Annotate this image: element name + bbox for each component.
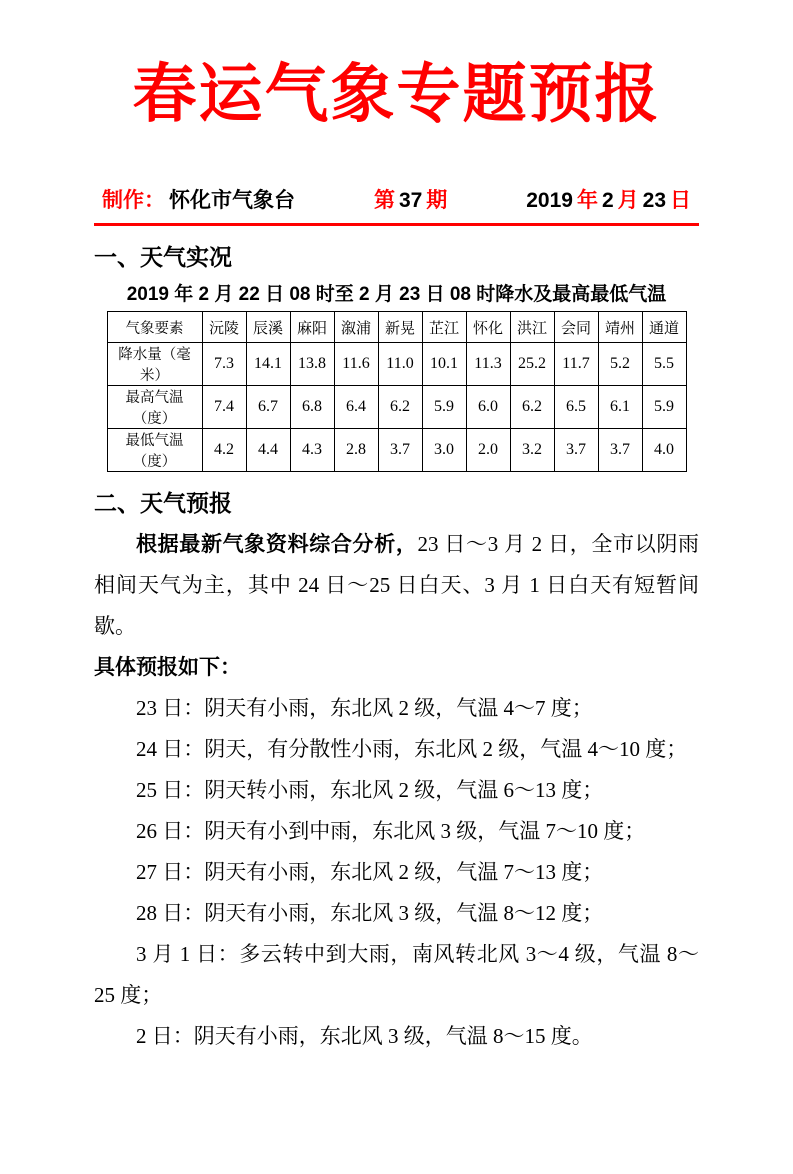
table-header-cell: 靖州: [598, 312, 642, 343]
date-month-unit: 月: [617, 189, 639, 213]
table-header-cell: 芷江: [422, 312, 466, 343]
table-cell: 6.0: [466, 386, 510, 429]
table-cell: 2.0: [466, 429, 510, 472]
forecast-summary: [94, 524, 699, 647]
row-label: 降水量（毫米）: [107, 343, 202, 386]
table-cell: 6.2: [378, 386, 422, 429]
table-cell: 11.0: [378, 343, 422, 386]
table-cell: 4.3: [290, 429, 334, 472]
table-cell: 14.1: [246, 343, 290, 386]
weather-table-title: 2019 年 2 月 22 日 08 时至 2 月 23 日 08 时降水及最高最低气温: [126, 284, 667, 306]
detail-label: 具体预报如下：: [94, 656, 241, 680]
table-cell: 10.1: [422, 343, 466, 386]
table-header-cell: 会同: [554, 312, 598, 343]
table-cell: 6.5: [554, 386, 598, 429]
table-cell: 2.8: [334, 429, 378, 472]
forecast-item: 2 日：阴天有小雨，东北风 3 级，气温 8～15 度。: [136, 1024, 593, 1049]
table-header-cell: 沅陵: [202, 312, 246, 343]
table-header-cell: 怀化: [466, 312, 510, 343]
date-day: 23: [642, 189, 666, 213]
issue-number: 37: [398, 189, 423, 213]
table-cell: 5.5: [642, 343, 686, 386]
forecast-item: 25 日：阴天转小雨，东北风 2 级，气温 6～13 度；: [136, 778, 604, 803]
table-header-cell: 麻阳: [290, 312, 334, 343]
forecast-list: [94, 688, 699, 1057]
date-day-unit: 日: [670, 189, 691, 213]
table-cell: 6.2: [510, 386, 554, 429]
table-cell: 13.8: [290, 343, 334, 386]
summary-body: 23 日～3 月 2 日，全市以阴雨相间天气为主，其中 24 日～25 日白天、3 月 1 日白天有短暂间歇。: [94, 532, 699, 639]
table-cell: 3.7: [378, 429, 422, 472]
table-cell: 11.7: [554, 343, 598, 386]
forecast-item: 3 月 1 日：多云转中到大雨，南风转北风 3～4 级，气温 8～25 度；: [94, 942, 699, 1008]
table-cell: 11.6: [334, 343, 378, 386]
row-label: 最高气温（度）: [107, 386, 202, 429]
forecast-item: 28 日：阴天有小雨，东北风 3 级，气温 8～12 度；: [136, 901, 604, 926]
document-page: [94, 52, 699, 1057]
producer-name: 怀化市气象台: [169, 189, 295, 213]
table-cell: 6.1: [598, 386, 642, 429]
table-header-row: [107, 312, 686, 343]
section1-heading: 一、天气实况: [94, 244, 232, 271]
table-cell: 6.7: [246, 386, 290, 429]
table-header-cell: 新晃: [378, 312, 422, 343]
table-header-cell: 辰溪: [246, 312, 290, 343]
issue-prefix: 第: [373, 189, 395, 213]
issue-suffix: 期: [426, 189, 448, 213]
table-cell: 3.7: [598, 429, 642, 472]
table-header-cell: 气象要素: [107, 312, 202, 343]
table-cell: 7.4: [202, 386, 246, 429]
producer-label: 制作：: [102, 189, 165, 213]
table-header-cell: 洪江: [510, 312, 554, 343]
forecast-item: 23 日：阴天有小雨，东北风 2 级，气温 4～7 度；: [136, 696, 593, 721]
summary-lead: 根据最新气象资料综合分析，: [136, 533, 418, 557]
date-year-unit: 年: [576, 189, 598, 213]
table-header-cell: 通道: [642, 312, 686, 343]
table-cell: 25.2: [510, 343, 554, 386]
table-cell: 3.0: [422, 429, 466, 472]
weather-table: [107, 311, 687, 472]
issue-date: [524, 184, 693, 214]
table-header-cell: 溆浦: [334, 312, 378, 343]
table-cell: 4.0: [642, 429, 686, 472]
row-label: 最低气温（度）: [107, 429, 202, 472]
table-cell: 6.4: [334, 386, 378, 429]
table-row: [107, 386, 686, 429]
table-cell: 5.9: [642, 386, 686, 429]
table-cell: 4.2: [202, 429, 246, 472]
document-title: 春运气象专题预报: [132, 57, 661, 132]
table-cell: 11.3: [466, 343, 510, 386]
masthead: [94, 184, 699, 226]
section2-heading: 二、天气预报: [94, 490, 232, 517]
forecast-item: 27 日：阴天有小雨，东北风 2 级，气温 7～13 度；: [136, 860, 604, 885]
forecast-item: 26 日：阴天有小到中雨，东北风 3 级，气温 7～10 度；: [136, 819, 646, 844]
table-row: [107, 429, 686, 472]
table-cell: 3.7: [554, 429, 598, 472]
table-cell: 7.3: [202, 343, 246, 386]
forecast-item: 24 日：阴天，有分散性小雨，东北风 2 级，气温 4～10 度；: [136, 737, 688, 762]
producer: [100, 184, 297, 214]
table-cell: 6.8: [290, 386, 334, 429]
date-month: 2: [601, 189, 614, 213]
table-cell: 5.2: [598, 343, 642, 386]
table-cell: 4.4: [246, 429, 290, 472]
date-year: 2019: [526, 189, 573, 213]
table-cell: 5.9: [422, 386, 466, 429]
table-cell: 3.2: [510, 429, 554, 472]
issue-number-group: [372, 184, 449, 214]
table-row: [107, 343, 686, 386]
